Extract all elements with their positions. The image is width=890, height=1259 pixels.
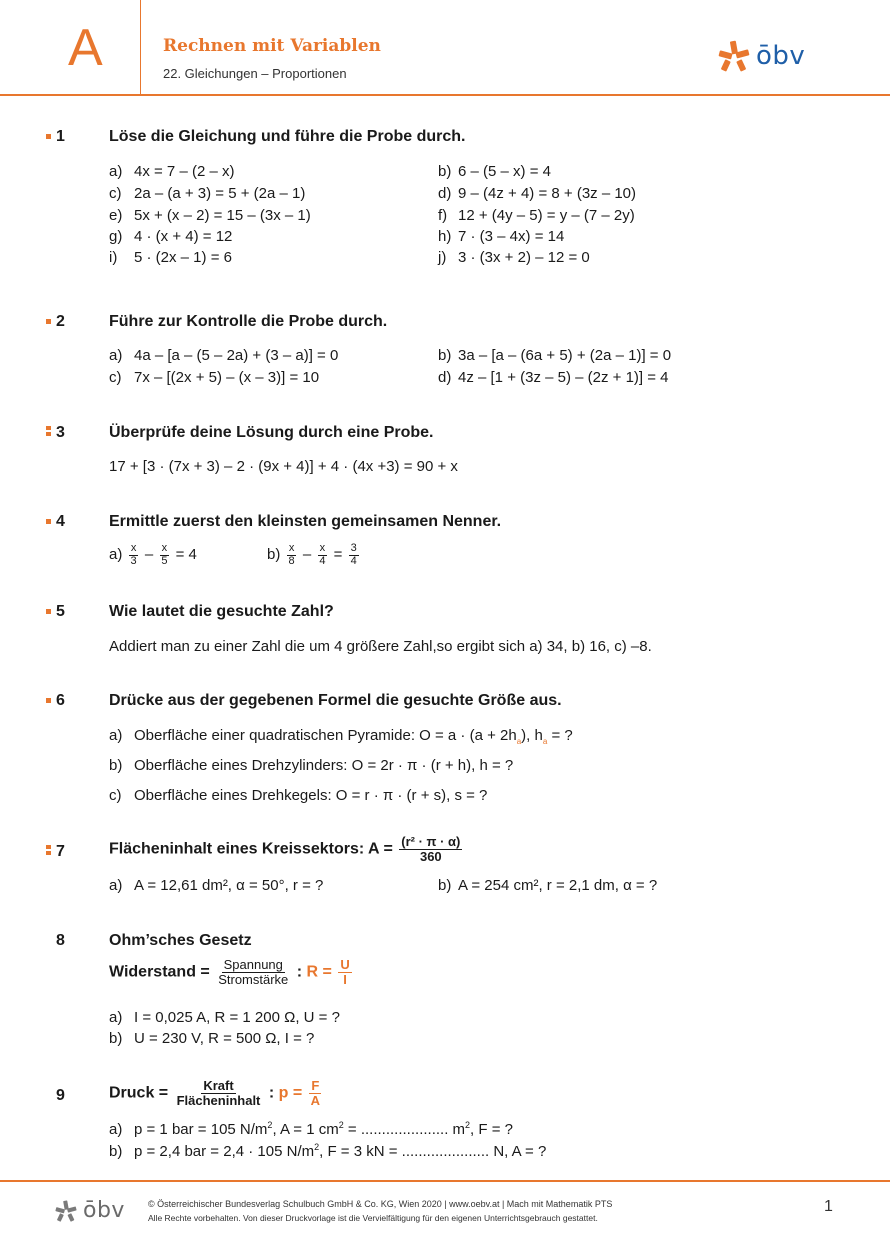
pressure-formula: Druck = $\frac{\text{Kraft}}{\text{Flächeninhalt}}$ : p = $\frac{F}{A}$: [109, 1078, 321, 1108]
task-2a: a) 4a – [a – (5 – 2a) + (3 – a)] = 0: [109, 347, 339, 364]
task-6b: b) Oberfläche eines Drehzylinders: O = 2r · π · (r + h), h = ?: [109, 757, 514, 774]
publisher-logo: [718, 40, 805, 72]
exercise-title: Ermittle zuerst den kleinsten gemeinsamen Nenner.: [109, 513, 502, 530]
footer-copyright: © Österreichischer Bundesverlag Schulbuch GmbH & Co. KG, Wien 2020 | www.oebv.at | Mach mit Mathematik PTS: [148, 1199, 613, 1209]
task-5-text: Addiert man zu einer Zahl die um 4 größere Zahl,so ergibt sich a) 34, b) 16, c) –8.: [109, 638, 652, 655]
exercise-title: Führe zur Kontrolle die Probe durch.: [109, 313, 388, 330]
page-title: Rechnen mit Variablen: [163, 36, 381, 56]
task-7a: a) A = 12,61 dm², α = 50°, r = ?: [109, 877, 324, 894]
task-1j: j) 3 · (3x + 2) – 12 = 0: [438, 249, 590, 266]
brand-name: ōbv: [756, 41, 806, 71]
exercise-number: 9: [56, 1087, 65, 1104]
footer-rights: Alle Rechte vorbehalten. Von dieser Druckvorlage ist die Vervielfältigung für den eigenen Unterrichtsgebrauch gestattet.: [148, 1213, 598, 1223]
task-1c: c) 2a – (a + 3) = 5 + (2a – 1): [109, 185, 306, 202]
difficulty-marker: [46, 426, 51, 430]
task-1b: b) 6 – (5 – x) = 4: [438, 163, 551, 180]
task-4a: a) $\frac{x}{3}$ – $\frac{x}{5}$ = 4: [109, 542, 197, 567]
exercise-title: Wie lautet die gesuchte Zahl?: [109, 603, 334, 620]
exercise-number: 7: [56, 843, 65, 860]
task-4b: b) $\frac{x}{8}$ – $\frac{x}{4}$ = $\frac{3}{4}$: [267, 542, 357, 567]
task-1a: a) 4x = 7 – (2 – x): [109, 163, 235, 180]
footer-rule: [0, 1180, 890, 1182]
exercise-number: 5: [56, 603, 65, 620]
task-1f: f) 12 + (4y – 5) = y – (7 – 2y): [438, 207, 635, 224]
task-6c: c) Oberfläche eines Drehkegels: O = r · π · (r + s), s = ?: [109, 787, 488, 804]
exercise-number: 4: [56, 513, 65, 530]
exercise-number: 3: [56, 424, 65, 441]
task-8a: a) I = 0,025 A, R = 1 200 Ω, U = ?: [109, 1009, 340, 1026]
obv-star-icon: [55, 1200, 77, 1222]
exercise-title: Drücke aus der gegebenen Formel die gesuchte Größe aus.: [109, 692, 562, 709]
exercise-title: Löse die Gleichung und führe die Probe durch.: [109, 128, 466, 145]
exercise-number: 6: [56, 692, 65, 709]
task-8b: b) U = 230 V, R = 500 Ω, I = ?: [109, 1030, 315, 1047]
obv-star-icon: [718, 40, 750, 72]
ohm-formula: Widerstand = $\frac{\text{Spannung}}{\text{Stromstärke}}$ : R = $\frac{U}{I}$: [109, 957, 350, 987]
exercise-number: 1: [56, 128, 65, 145]
difficulty-marker: [46, 134, 51, 139]
difficulty-marker: [46, 319, 51, 324]
task-2d: d) 4z – [1 + (3z – 5) – (2z + 1)] = 4: [438, 369, 669, 386]
task-3-equation: 17 + [3 · (7x + 3) – 2 · (9x + 4)] + 4 · (4x +3) = 90 + x: [109, 458, 458, 475]
difficulty-marker: [46, 698, 51, 703]
exercise-title: Ohm’sches Gesetz: [109, 932, 252, 949]
exercise-title: Überprüfe deine Lösung durch eine Probe.: [109, 424, 434, 441]
chapter-letter: A: [68, 19, 103, 77]
exercise-number: 2: [56, 313, 65, 330]
page-number: 1: [824, 1198, 833, 1215]
task-9a: a) p = 1 bar = 105 $N/m^2$, A = 1 $cm^2$ = ..................... $m^2$, F = ?: [109, 1120, 513, 1138]
exercise-title: Flächeninhalt eines Kreissektors: A = $\frac{\text{(r² · π · α)}}{360}$: [109, 834, 461, 864]
header-rule: [0, 94, 890, 96]
task-1g: g) 4 · (x + 4) = 12: [109, 228, 233, 245]
task-6a: a) Oberfläche einer quadratischen Pyramide: $O = a \cdot (a + 2h_a)$, $h_a$ = ?: [109, 727, 573, 746]
task-2c: c) 7x – [(2x + 5) – (x – 3)] = 10: [109, 369, 320, 386]
page-subtitle: 22. Gleichungen – Proportionen: [163, 66, 347, 81]
task-1d: d) 9 – (4z + 4) = 8 + (3z – 10): [438, 185, 637, 202]
task-1e: e) 5x + (x – 2) = 15 – (3x – 1): [109, 207, 311, 224]
exercise-number: 8: [56, 932, 65, 949]
difficulty-marker: [46, 609, 51, 614]
header-divider: [140, 0, 141, 94]
task-1i: i) 5 · (2x – 1) = 6: [109, 249, 232, 266]
difficulty-marker: [46, 519, 51, 524]
footer-brand-name: ōbv: [83, 1198, 125, 1223]
task-2b: b) 3a – [a – (6a + 5) + (2a – 1)] = 0: [438, 347, 672, 364]
task-7b: b) A = 254 cm², r = 2,1 dm, α = ?: [438, 877, 658, 894]
task-9b: b) p = 2,4 bar = 2,4 · 105 $N/m^2$, F = 3 kN = ..................... N, A = ?: [109, 1142, 547, 1160]
task-1h: h) 7 · (3 – 4x) = 14: [438, 228, 565, 245]
footer-logo: [55, 1198, 125, 1223]
difficulty-marker: [46, 845, 51, 849]
